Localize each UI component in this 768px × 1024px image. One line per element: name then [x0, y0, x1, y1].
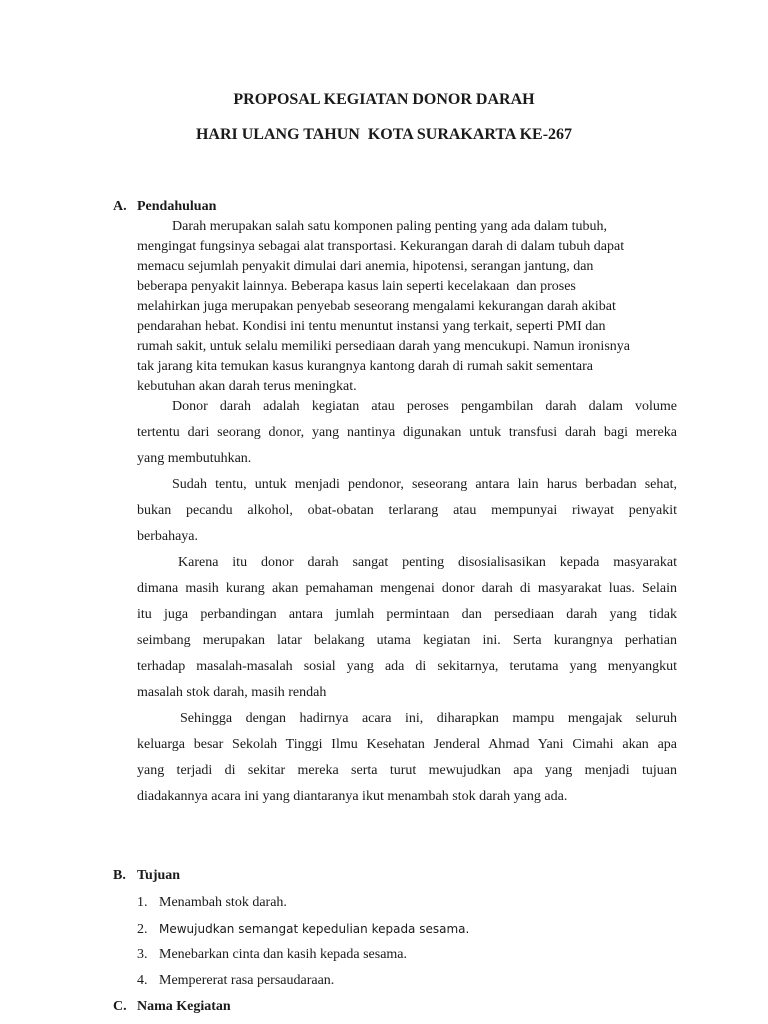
paragraph-5: [137, 706, 677, 810]
list-number: 3.: [137, 947, 148, 962]
section-a-letter: A.: [113, 199, 127, 214]
paragraph-line: seimbang merupakan latar belakang utama kegiatan ini. Serta kurangnya perhatian: [137, 633, 677, 648]
paragraph-line: mengingat fungsinya sebagai alat transportasi. Kekurangan darah di dalam tubuh dapat: [137, 239, 625, 254]
paragraph-line: beberapa penyakit lainnya. Beberapa kasus lain seperti kecelakaan dan proses: [137, 279, 576, 294]
paragraph-line: Sudah tentu, untuk menjadi pendonor, seseorang antara lain harus berbadan sehat,: [172, 477, 677, 492]
paragraph-3: [137, 472, 677, 550]
paragraph-line: itu juga perbandingan antara jumlah permintaan dan persediaan darah yang tidak: [137, 607, 677, 622]
document-title: PROPOSAL KEGIATAN DONOR DARAH: [233, 91, 535, 108]
list-item: [137, 968, 469, 994]
paragraph-line: berbahaya.: [137, 529, 199, 544]
list-text: Menebarkan cinta dan kasih kepada sesama.: [159, 947, 408, 962]
list-item: [137, 942, 469, 968]
section-c-letter: C.: [113, 999, 127, 1014]
paragraph-line: Donor darah adalah kegiatan atau peroses pengambilan darah dalam volume: [172, 399, 677, 414]
paragraph-line: melahirkan juga merupakan penyebab seseorang mengalami kekurangan darah akibat: [137, 299, 616, 314]
paragraph-line: Karena itu donor darah sangat penting disosialisasikan kepada masyarakat: [178, 555, 677, 570]
list-text: Menambah stok darah.: [159, 895, 287, 910]
list-text: Mewujudkan semangat kepedulian kepada sesama.: [159, 922, 470, 936]
paragraph-line: diadakannya acara ini yang diantaranya ikut menambah stok darah yang ada.: [137, 789, 568, 804]
goals-list: [137, 890, 469, 994]
paragraph-line: tertentu dari seorang donor, yang nantinya digunakan untuk transfusi darah bagi mereka: [137, 425, 677, 440]
paragraph-line: memacu sejumlah penyakit dimulai dari anemia, hipotensi, serangan jantung, dan: [137, 259, 594, 274]
list-text: Mempererat rasa persaudaraan.: [159, 973, 335, 988]
section-b-heading: [113, 868, 180, 884]
paragraph-line: bukan pecandu alkohol, obat-obatan terlarang atau mempunyai riwayat penyakit: [137, 503, 677, 518]
paragraph-2: [137, 394, 677, 472]
paragraph-line: Sehingga dengan hadirnya acara ini, diharapkan mampu mengajak seluruh: [180, 711, 677, 726]
list-number: 4.: [137, 973, 148, 988]
paragraph-4: [137, 550, 677, 706]
list-number: 1.: [137, 895, 148, 910]
paragraph-line: kebutuhan akan darah terus meningkat.: [137, 379, 357, 394]
section-c-title: Nama Kegiatan: [137, 999, 231, 1014]
paragraph-line: yang terjadi di sekitar mereka serta turut mewujudkan apa yang menjadi tujuan: [137, 763, 677, 778]
paragraph-line: rumah sakit, untuk selalu memiliki persediaan darah yang mencukupi. Namun ironisnya: [137, 339, 630, 354]
list-item: [137, 890, 469, 916]
paragraph-line: Darah merupakan salah satu komponen paling penting yang ada dalam tubuh,: [172, 219, 608, 234]
paragraph-1: [137, 217, 677, 397]
paragraph-line: terhadap masalah-masalah sosial yang ada di sekitarnya, terutama yang menyangkut: [137, 659, 677, 674]
section-b-letter: B.: [113, 868, 126, 883]
paragraph-line: pendarahan hebat. Kondisi ini tentu menuntut instansi yang terkait, seperti PMI dan: [137, 319, 606, 334]
paragraph-line: yang membutuhkan.: [137, 451, 252, 466]
document-subtitle: HARI ULANG TAHUN KOTA SURAKARTA KE-267: [195, 126, 573, 143]
list-item: [137, 916, 469, 942]
section-c-heading: [113, 999, 231, 1015]
section-a-heading: [113, 199, 216, 215]
paragraph-line: keluarga besar Sekolah Tinggi Ilmu Kesehatan Jenderal Ahmad Yani Cimahi akan apa: [137, 737, 677, 752]
paragraph-line: masalah stok darah, masih rendah: [137, 685, 327, 700]
section-a-title: Pendahuluan: [137, 199, 217, 214]
paragraph-line: tak jarang kita temukan kasus kurangnya kantong darah di rumah sakit sementara: [137, 359, 594, 374]
section-b-title: Tujuan: [137, 868, 181, 883]
list-number: 2.: [137, 922, 148, 937]
paragraph-line: dimana masih kurang akan pemahaman mengenai donor darah di masyarakat luas. Selain: [137, 581, 677, 596]
